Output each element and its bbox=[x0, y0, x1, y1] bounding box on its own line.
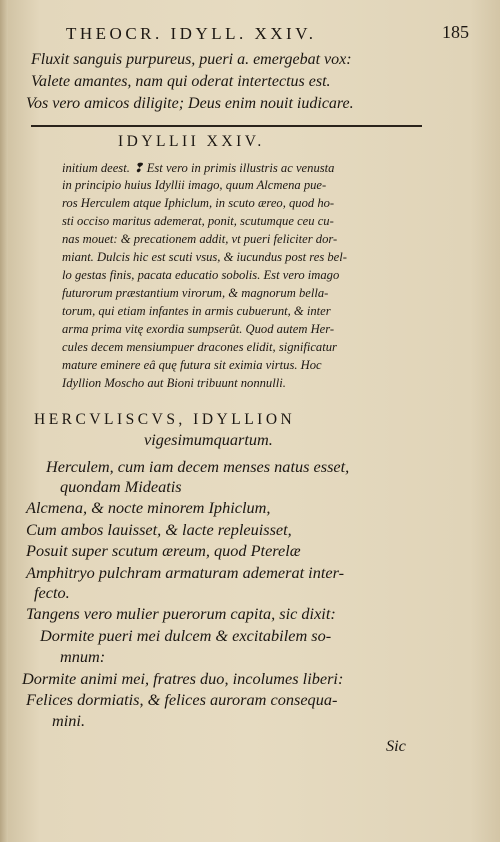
argument-line: torum, qui etiam infantes in armis cubuerunt, & inter bbox=[62, 304, 331, 318]
poem-verse: Herculem, cum iam decem menses natus esset, bbox=[46, 457, 350, 476]
argument-heading: IDYLLII XXIV. bbox=[118, 133, 265, 150]
poem-verse: quondam Mideatis bbox=[60, 477, 182, 496]
running-head: THEOCR. IDYLL. XXIV. bbox=[66, 24, 317, 43]
poem-verse: Felices dormiatis, & felices auroram consequa- bbox=[26, 690, 338, 709]
divider-rule bbox=[31, 125, 422, 127]
poem-verse: Alcmena, & nocte minorem Iphiclum, bbox=[26, 498, 271, 517]
argument-line: arma prima vitę exordia sumpserût. Quod autem Her- bbox=[62, 322, 335, 336]
opening-verse: Valete amantes, nam qui oderat intertectus est. bbox=[31, 73, 331, 90]
argument-line: lo gestas finis, pacata educatio sobolis. Est vero imago bbox=[62, 268, 340, 282]
argument-line: in principio huius Idyllii imago, quum Alcmena pue- bbox=[62, 178, 327, 192]
poem-verse: Cum ambos lauisset, & lacte repleuisset, bbox=[26, 520, 292, 539]
poem-verse: Dormite animi mei, fratres duo, incolumes liberi: bbox=[22, 669, 344, 688]
poem-title: HERCVLISCVS, IDYLLION bbox=[34, 411, 296, 428]
poem-verse: mini. bbox=[52, 711, 86, 730]
poem-verse: Posuit super scutum æreum, quod Pterelæ bbox=[26, 541, 301, 560]
argument-line: initium deest. ❢ Est vero in primis illustris ac venusta bbox=[62, 161, 335, 175]
poem-verse: Tangens vero mulier puerorum capita, sic dixit: bbox=[26, 604, 336, 623]
poem-subtitle: vigesimumquartum. bbox=[144, 430, 273, 449]
argument-line: futurorum præstantium virorum, & magnorum bella- bbox=[62, 286, 329, 300]
argument-line: sti occiso maritus ademerat, ponit, scutumque ceu cu- bbox=[62, 214, 334, 228]
argument-line: miant. Dulcis hic est scuti vsus, & iucundus post res bel- bbox=[62, 250, 347, 264]
argument-line: cules decem mensiumpuer dracones elidit, significatur bbox=[62, 340, 337, 354]
argument-line: nas mouet: & precationem addit, vt pueri feliciter dor- bbox=[62, 232, 338, 246]
page-number: 185 bbox=[442, 22, 469, 42]
opening-verse: Fluxit sanguis purpureus, pueri a. emergebat vox: bbox=[31, 51, 352, 68]
argument-line: Idyllion Moscho aut Bioni tribuunt nonnulli. bbox=[62, 376, 286, 390]
poem-verse: Amphitryo pulchram armaturam ademerat inter- bbox=[26, 563, 345, 582]
poem-verse: mnum: bbox=[60, 647, 106, 666]
opening-verse: Vos vero amicos diligite; Deus enim nouit iudicare. bbox=[26, 95, 354, 112]
poem-verse: Dormite pueri mei dulcem & excitabilem so- bbox=[40, 626, 332, 645]
argument-line: mature eminere eâ quę futura sit eximia virtus. Hoc bbox=[62, 358, 322, 372]
catchword: Sic bbox=[386, 736, 406, 755]
argument-line: ros Herculem atque Iphiclum, in scuto æreo, quod ho- bbox=[62, 196, 335, 210]
poem-verse: fecto. bbox=[34, 583, 70, 602]
page-gutter bbox=[0, 0, 8, 842]
